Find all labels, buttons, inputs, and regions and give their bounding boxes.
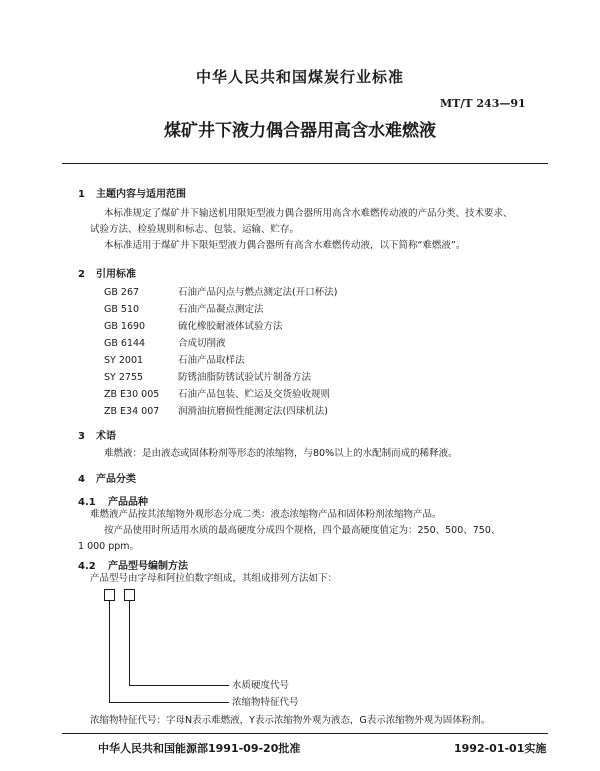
reference-item (104, 371, 311, 384)
section-1-para-2: 本标准适用于煤矿井下限矩型液力偶合器所有高含水难燃传动液，以下简称“难燃液”。 (104, 240, 466, 251)
reference-code: ZB E34 007 (104, 406, 160, 417)
bracket-line-hardness-h (129, 685, 229, 686)
reference-item (104, 303, 264, 316)
reference-name: 合成切削液 (178, 338, 226, 349)
effective-date: 1992-01-01实施 (454, 742, 547, 755)
section-4-1-title: 产品品种 (108, 497, 148, 508)
section-4-2-title: 产品型号编制方法 (108, 561, 188, 572)
reference-name: 硫化橡胶耐液体试验方法 (178, 321, 283, 332)
bracket-line-feature-v (109, 601, 110, 702)
reference-item (104, 388, 330, 401)
section-2-number: 2 (78, 269, 85, 280)
reference-name: 石油产品包装、贮运及交货验收规则 (178, 389, 331, 400)
reference-code: SY 2001 (104, 355, 144, 366)
section-2-heading (78, 265, 136, 280)
reference-code: GB 6144 (104, 338, 146, 349)
section-4-1-para-1: 难燃液产品按其浓缩物外观形态分成二类：液态浓缩物产品和固体粉剂浓缩物产品。 (90, 509, 442, 520)
section-4-2-para-2: 浓缩物特征代号：字母N表示难燃液，Y表示浓缩物外观为液态，G表示浓缩物外观为固体粉剂。 (90, 715, 491, 726)
section-4-1-para-2b: 1 000 ppm。 (78, 541, 140, 552)
approval-line: 中华人民共和国能源部1991-09-20批准 (98, 742, 301, 755)
section-4-1-number: 4.1 (78, 497, 96, 508)
section-1-title: 主题内容与适用范围 (96, 189, 186, 200)
bracket-line-hardness-v (129, 601, 130, 685)
section-3-title: 术语 (96, 431, 116, 442)
reference-item (104, 286, 337, 299)
reference-code: GB 510 (104, 304, 140, 315)
footer-rule (62, 733, 548, 734)
reference-item (104, 405, 328, 418)
section-4-title: 产品分类 (96, 474, 136, 485)
section-3-number: 3 (78, 431, 85, 442)
section-1-heading (78, 185, 186, 200)
reference-name: 石油产品闪点与燃点测定法(开口杯法) (178, 287, 338, 298)
section-3-heading (78, 427, 116, 442)
issuing-organization: 中华人民共和国煤炭行业标准 (195, 68, 404, 86)
reference-code: GB 267 (104, 287, 140, 298)
bracket-line-feature-h (109, 702, 229, 703)
reference-item (104, 354, 245, 367)
reference-name: 润滑油抗磨损性能测定法(四球机法) (178, 406, 328, 417)
section-4-number: 4 (78, 474, 85, 485)
section-4-2-number: 4.2 (78, 561, 96, 572)
code-box-hardness (124, 589, 135, 601)
section-4-2-heading (78, 557, 188, 572)
reference-code: SY 2755 (104, 372, 144, 383)
reference-code: GB 1690 (104, 321, 146, 332)
label-feature-code: 浓缩物特征代号 (232, 697, 299, 708)
section-2-title: 引用标准 (96, 269, 136, 280)
reference-name: 石油产品取样法 (178, 355, 245, 366)
header-rule (62, 163, 548, 164)
document-title: 煤矿井下液力偶合器用高含水难燃液 (164, 121, 436, 141)
reference-item (104, 337, 226, 350)
section-1-para-1a: 本标准规定了煤矿井下输送机用限矩型液力偶合器所用高含水难燃传动液的产品分类、技术要求、 (104, 208, 513, 219)
reference-code: ZB E30 005 (104, 389, 160, 400)
reference-name: 石油产品凝点测定法 (178, 304, 264, 315)
reference-item (104, 320, 283, 333)
section-4-1-para-2a: 按产品使用时所适用水质的最高硬度分成四个规格，四个最高硬度值定为：250、500、750、 (104, 525, 501, 536)
section-1-number: 1 (78, 189, 85, 200)
section-1-para-1b: 试验方法、检验规则和标志、包装、运输、贮存。 (90, 224, 300, 235)
standard-number: MT/T 243—91 (440, 97, 526, 110)
code-box-feature (104, 589, 115, 601)
section-4-1-heading (78, 493, 148, 508)
reference-name: 防锈油脂防锈试验试片制备方法 (178, 372, 312, 383)
section-3-para-1: 难燃液：是由液态或固体粉剂等形态的浓缩物，与80%以上的水配制而成的稀释液。 (104, 448, 458, 459)
section-4-heading (78, 470, 136, 485)
section-4-2-para-1: 产品型号由字母和阿拉伯数字组成，其组成排列方法如下： (90, 573, 338, 584)
label-hardness-code: 水质硬度代号 (232, 680, 290, 691)
